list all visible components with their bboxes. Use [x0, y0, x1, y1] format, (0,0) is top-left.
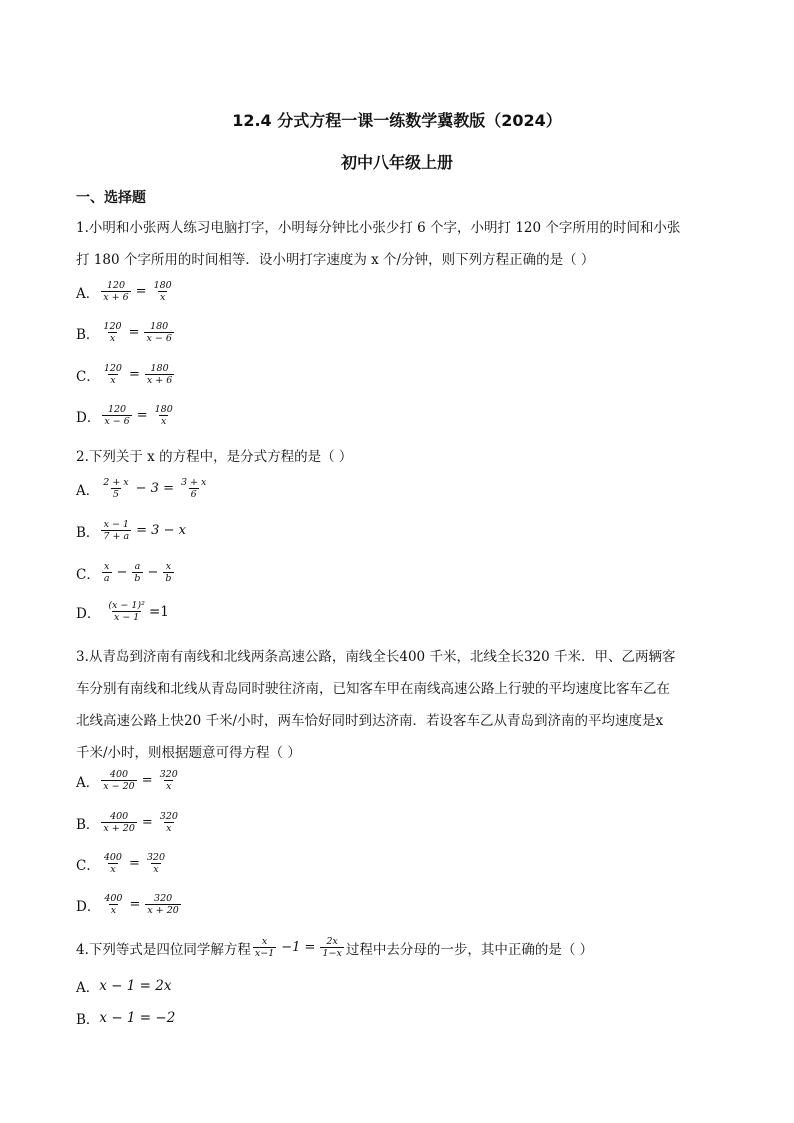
q4-option-a[interactable] — [76, 976, 171, 996]
option-label: B． — [76, 326, 100, 343]
fraction: $\frac{120}{x}$ — [103, 321, 122, 344]
fraction: $\frac{120}{x - 6}$ — [104, 404, 130, 427]
equals-sign: = — [141, 773, 153, 788]
expression-middle: −1 = — [281, 940, 316, 955]
page-subtitle: 初中八年级上册 — [340, 153, 453, 172]
option-label: B． — [76, 1012, 100, 1028]
q2-stem-line1: 2.下列关于 x 的方程中，是分式方程的是（ ） — [76, 449, 353, 465]
q1-option-c[interactable] — [76, 363, 176, 386]
fraction: $\frac{\text{(x − 1)²}}{x - 1}$ — [108, 600, 145, 623]
expression-tail: =1 — [148, 603, 169, 620]
fraction: $\frac{a}{b}$ — [134, 561, 141, 584]
option-label: D． — [76, 605, 101, 622]
option-label: C． — [76, 566, 100, 583]
fraction: $\frac{180}{x}$ — [154, 404, 173, 427]
fraction: $\frac{320}{x + 20}$ — [147, 893, 179, 916]
minus-sign: − — [147, 565, 159, 580]
q3-stem-line3: 北线高速公路上快20 千米/小时，两车恰好同时到达济南．若设客车乙从青岛到济南的平均速度是x — [76, 713, 664, 729]
q4-stem — [76, 936, 593, 959]
option-label: D． — [76, 409, 101, 426]
minus-sign: − — [116, 565, 128, 580]
option-label: C． — [76, 857, 100, 874]
option-label: C． — [76, 368, 100, 385]
equals-sign: = — [135, 284, 147, 299]
q2-option-d[interactable] — [76, 600, 169, 623]
fraction: $\frac{2 + x}{5}$ — [103, 477, 129, 500]
fraction: $\frac{320}{x}$ — [146, 852, 166, 875]
expression-middle: − 3 = — [135, 481, 174, 496]
q3-option-b[interactable] — [76, 811, 182, 834]
option-label: A． — [76, 774, 100, 791]
fraction: $\frac{120}{x}$ — [103, 363, 122, 386]
option-label: B． — [76, 524, 100, 541]
fraction: $\frac{2x}{1-x}$ — [322, 936, 342, 959]
fraction: $\frac{400}{x}$ — [104, 893, 123, 916]
fraction: $\frac{x}{a}$ — [103, 561, 110, 584]
fraction: $\frac{180}{x + 6}$ — [146, 363, 173, 386]
q3-stem-line2: 车分别有南线和北线从青岛同时驶往济南，已知客车甲在南线高速公路上行驶的平均速度比客车乙在 — [76, 681, 670, 697]
option-label: A． — [76, 285, 100, 302]
q3-stem-line4: 千米/小时，则根据题意可得方程（ ） — [76, 745, 301, 761]
equals-sign: = — [129, 897, 141, 912]
q4-stem-suffix: 过程中去分母的一步，其中正确的是（ ） — [345, 941, 594, 958]
option-expression: x − 1 = −2 — [99, 1010, 176, 1026]
fraction: $\frac{320}{x}$ — [159, 769, 178, 792]
q3-option-a[interactable] — [76, 769, 182, 792]
q2-option-b[interactable] — [76, 519, 189, 542]
q2-option-c[interactable] — [76, 561, 176, 584]
q1-option-b[interactable] — [76, 321, 176, 344]
option-label: D． — [76, 898, 101, 915]
option-label: A． — [76, 980, 100, 996]
q1-stem-line1: 1.小明和小张两人练习电脑打字，小明每分钟比小张少打 6 个字，小明打 120 个字所用的时间和小张 — [76, 220, 681, 236]
option-label: A． — [76, 482, 100, 499]
q2-option-a[interactable] — [76, 477, 210, 500]
fraction: $\frac{400}{x}$ — [103, 852, 122, 875]
fraction: $\frac{400}{x - 20}$ — [103, 769, 135, 792]
equals-sign: = — [136, 408, 148, 423]
q3-option-d[interactable] — [76, 893, 183, 916]
section-heading: 一、选择题 — [76, 190, 146, 206]
fraction: $\frac{x}{b}$ — [165, 561, 172, 584]
q1-option-a[interactable] — [76, 280, 176, 303]
equals-sign: = — [128, 367, 140, 382]
equals-sign: = — [141, 815, 153, 830]
q3-option-c[interactable] — [76, 852, 169, 875]
equals-sign: = — [128, 856, 140, 871]
option-expression: x − 1 = 2x — [99, 978, 172, 994]
fraction: $\frac{120}{x + 6}$ — [103, 280, 129, 303]
fraction: $\frac{3 + x}{6}$ — [180, 477, 207, 500]
fraction: $\frac{180}{x}$ — [153, 280, 172, 303]
fraction: $\frac{x - 1}{7 + a}$ — [103, 519, 130, 542]
q1-option-d[interactable] — [76, 404, 177, 427]
fraction: $\frac{x}{x-1}$ — [254, 936, 275, 959]
q3-stem-line1: 3.从青岛到济南有南线和北线两条高速公路，南线全长400 千米，北线全长320 千米．甲、乙两辆客 — [76, 649, 676, 665]
fraction: $\frac{320}{x}$ — [159, 811, 178, 834]
fraction: $\frac{400}{x + 20}$ — [103, 811, 135, 834]
expression-tail: = 3 − x — [136, 523, 186, 538]
fraction: $\frac{180}{x - 6}$ — [146, 321, 172, 344]
q4-option-b[interactable] — [76, 1008, 175, 1028]
option-label: B． — [76, 816, 100, 833]
page-title: 12.4 分式方程一课一练数学冀教版（2024） — [232, 111, 562, 130]
equals-sign: = — [128, 325, 140, 340]
q4-stem-prefix: 4.下列等式是四位同学解方程 — [76, 941, 251, 958]
q1-stem-line2: 打 180 个字所用的时间相等．设小明打字速度为 x 个/分钟，则下列方程正确的是（ ） — [76, 252, 595, 268]
